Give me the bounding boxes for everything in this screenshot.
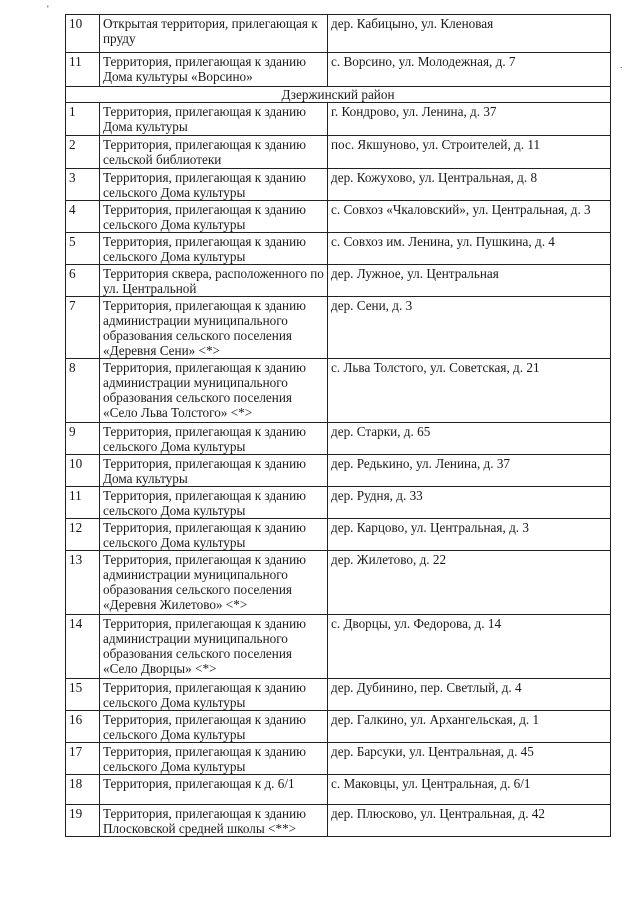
district-title: Дзержинский район [66, 87, 611, 103]
object-address: с. Льва Толстого, ул. Советская, д. 21 [328, 359, 611, 423]
table-row [66, 775, 611, 805]
object-description: Территория, прилегающая к зданию сельского Дома культуры [100, 743, 328, 775]
table-row [66, 519, 611, 551]
object-address: с. Совхоз им. Ленина, ул. Пушкина, д. 4 [328, 233, 611, 265]
table-row [66, 805, 611, 837]
object-description: Территория, прилегающая к зданию сельского Дома культуры [100, 201, 328, 233]
object-description: Территория, прилегающая к зданию Плосковской средней школы <**> [100, 805, 328, 837]
object-address: с. Дворцы, ул. Федорова, д. 14 [328, 615, 611, 679]
table-row [66, 487, 611, 519]
object-address: дер. Редькино, ул. Ленина, д. 37 [328, 455, 611, 487]
object-address: с. Маковцы, ул. Центральная, д. 6/1 [328, 775, 611, 805]
table-row [66, 679, 611, 711]
object-description: Территория, прилегающая к зданию администрации муниципального образования сельского поселения «Село Дворцы» <*> [100, 615, 328, 679]
object-address: дер. Сени, д. 3 [328, 297, 611, 359]
object-address: дер. Барсуки, ул. Центральная, д. 45 [328, 743, 611, 775]
row-number: 11 [66, 53, 100, 87]
object-description: Территория, прилегающая к зданию администрации муниципального образования сельского поселения «Село Льва Толстого» <*> [100, 359, 328, 423]
object-description: Территория сквера, расположенного по ул. Центральной [100, 265, 328, 297]
object-description: Территория, прилегающая к зданию администрации муниципального образования сельского поселения «Деревня Жилетово» <*> [100, 551, 328, 615]
object-description: Территория, прилегающая к зданию сельского Дома культуры [100, 519, 328, 551]
section-header-row [66, 87, 611, 103]
scan-mark: ' [47, 4, 49, 14]
table-row [66, 455, 611, 487]
object-description: Территория, прилегающая к зданию сельского Дома культуры [100, 423, 328, 455]
object-address: дер. Лужное, ул. Центральная [328, 265, 611, 297]
object-address: с. Совхоз «Чкаловский», ул. Центральная, д. 3 [328, 201, 611, 233]
object-description: Территория, прилегающая к зданию сельского Дома культуры [100, 169, 328, 201]
table-row [66, 359, 611, 423]
object-description: Территория, прилегающая к зданию сельской библиотеки [100, 136, 328, 169]
table-row [66, 297, 611, 359]
object-description: Открытая территория, прилегающая к пруду [100, 15, 328, 53]
table-row [66, 743, 611, 775]
row-number: 11 [66, 487, 100, 519]
table-row [66, 169, 611, 201]
row-number: 4 [66, 201, 100, 233]
object-address: дер. Старки, д. 65 [328, 423, 611, 455]
row-number: 10 [66, 455, 100, 487]
object-description: Территория, прилегающая к зданию администрации муниципального образования сельского поселения «Деревня Сени» <*> [100, 297, 328, 359]
table-row [66, 201, 611, 233]
table-row [66, 53, 611, 87]
row-number: 8 [66, 359, 100, 423]
object-address: дер. Дубинино, пер. Светлый, д. 4 [328, 679, 611, 711]
table-row [66, 103, 611, 136]
object-description: Территория, прилегающая к зданию Дома культуры [100, 455, 328, 487]
object-address: г. Кондрово, ул. Ленина, д. 37 [328, 103, 611, 136]
table-row [66, 265, 611, 297]
object-address: дер. Рудня, д. 33 [328, 487, 611, 519]
row-number: 6 [66, 265, 100, 297]
row-number: 16 [66, 711, 100, 743]
object-description: Территория, прилегающая к зданию сельского Дома культуры [100, 233, 328, 265]
object-description: Территория, прилегающая к зданию сельского Дома культуры [100, 711, 328, 743]
row-number: 3 [66, 169, 100, 201]
table-row [66, 551, 611, 615]
table-row [66, 423, 611, 455]
object-address: с. Ворсино, ул. Молодежная, д. 7 [328, 53, 611, 87]
object-description: Территория, прилегающая к д. 6/1 [100, 775, 328, 805]
object-address: дер. Плюсково, ул. Центральная, д. 42 [328, 805, 611, 837]
row-number: 2 [66, 136, 100, 169]
row-number: 9 [66, 423, 100, 455]
object-address: дер. Кожухово, ул. Центральная, д. 8 [328, 169, 611, 201]
row-number: 14 [66, 615, 100, 679]
table-row [66, 136, 611, 169]
object-description: Территория, прилегающая к зданию сельского Дома культуры [100, 487, 328, 519]
row-number: 19 [66, 805, 100, 837]
row-number: 1 [66, 103, 100, 136]
territories-table [65, 14, 611, 837]
table-row [66, 233, 611, 265]
object-description: Территория, прилегающая к зданию Дома культуры [100, 103, 328, 136]
scan-mark: . [620, 60, 623, 70]
row-number: 7 [66, 297, 100, 359]
table-row [66, 15, 611, 53]
table-row [66, 711, 611, 743]
row-number: 17 [66, 743, 100, 775]
object-description: Территория, прилегающая к зданию Дома культуры «Ворсино» [100, 53, 328, 87]
object-address: дер. Карцово, ул. Центральная, д. 3 [328, 519, 611, 551]
object-description: Территория, прилегающая к зданию сельского Дома культуры [100, 679, 328, 711]
table-row [66, 615, 611, 679]
row-number: 13 [66, 551, 100, 615]
object-address: дер. Галкино, ул. Архангельская, д. 1 [328, 711, 611, 743]
row-number: 5 [66, 233, 100, 265]
object-address: дер. Кабицыно, ул. Кленовая [328, 15, 611, 53]
object-address: пос. Якшуново, ул. Строителей, д. 11 [328, 136, 611, 169]
row-number: 12 [66, 519, 100, 551]
row-number: 15 [66, 679, 100, 711]
row-number: 18 [66, 775, 100, 805]
object-address: дер. Жилетово, д. 22 [328, 551, 611, 615]
row-number: 10 [66, 15, 100, 53]
